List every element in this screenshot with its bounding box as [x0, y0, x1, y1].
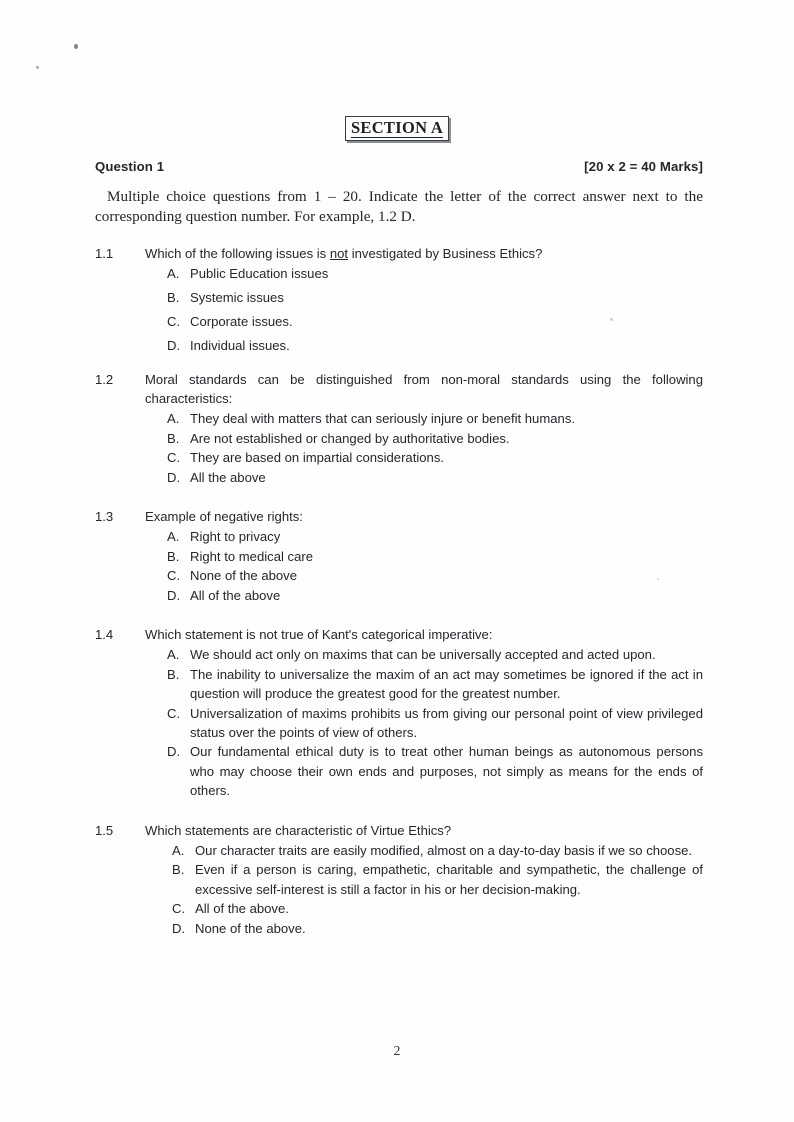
- question-list: [95, 244, 703, 951]
- option-item[interactable]: [167, 312, 703, 331]
- option-letter: C.: [172, 901, 186, 917]
- section-heading-box: [345, 116, 449, 141]
- option-list: [95, 264, 703, 355]
- question-stem-emphasis: not: [329, 246, 349, 261]
- option-item[interactable]: [172, 899, 703, 918]
- question-stem-row: [95, 244, 703, 263]
- option-item[interactable]: [167, 288, 703, 307]
- marks-allocation: [20 x 2 = 40 Marks]: [584, 159, 703, 174]
- option-text: All the above: [190, 469, 266, 485]
- option-letter: D.: [167, 744, 181, 760]
- scan-speck: [36, 66, 39, 69]
- option-text: Systemic issues: [190, 290, 284, 306]
- option-text: Right to medical care: [190, 548, 313, 564]
- option-letter: D.: [167, 338, 181, 354]
- question-stem-part-1: Which of the following issues is: [145, 246, 330, 261]
- option-text: Even if a person is caring, empathetic, charitable and sympathetic, the challenge of excessive self-interest is still a factor in his or her decision-making.: [195, 862, 703, 897]
- option-item[interactable]: [167, 527, 703, 546]
- option-text: They are based on impartial considerations.: [190, 450, 445, 466]
- option-letter: C.: [167, 450, 181, 466]
- option-item[interactable]: [167, 448, 703, 467]
- option-text: Corporate issues.: [190, 314, 293, 330]
- option-text: None of the above: [190, 568, 298, 584]
- option-letter: B.: [172, 862, 185, 878]
- question-number: 1.5: [95, 822, 114, 838]
- option-item[interactable]: [167, 586, 703, 605]
- option-letter: A.: [172, 843, 185, 859]
- question-stem: [145, 244, 703, 263]
- question-item: [95, 507, 703, 605]
- scan-speck: [74, 44, 78, 49]
- question-number: 1.3: [95, 508, 114, 524]
- option-list: [95, 645, 703, 800]
- option-text: Public Education issues: [190, 266, 329, 282]
- option-item[interactable]: [167, 704, 703, 743]
- option-letter: D.: [167, 469, 181, 485]
- option-text: The inability to universalize the maxim of an act may sometimes be ignored if the act in question will produce the greatest good for the greatest number.: [190, 666, 703, 702]
- option-letter: B.: [167, 430, 180, 446]
- option-item[interactable]: [167, 336, 703, 355]
- option-item[interactable]: [167, 665, 703, 704]
- option-text: Our fundamental ethical duty is to treat other human beings as autonomous persons who may choose their own ends and purposes, not simply as means for the ends of others.: [190, 744, 703, 799]
- question-item: [95, 370, 703, 487]
- option-text: Right to privacy: [190, 529, 281, 545]
- section-heading-text: SECTION A: [350, 118, 444, 137]
- option-text: They deal with matters that can seriously injure or benefit humans.: [190, 411, 575, 427]
- option-list: [95, 409, 703, 487]
- option-letter: A.: [167, 529, 180, 545]
- question-number: 1.2: [95, 371, 114, 387]
- question-item: [95, 821, 703, 938]
- question-header-row: [95, 159, 703, 174]
- option-letter: B.: [167, 666, 180, 682]
- option-list: [95, 527, 703, 605]
- option-item[interactable]: [167, 264, 703, 283]
- question-stem-row: [95, 821, 703, 840]
- option-item[interactable]: [167, 566, 703, 585]
- option-letter: B.: [167, 290, 180, 306]
- question-stem: Moral standards can be distinguished from non-moral standards using the following characteristics:: [145, 371, 703, 406]
- option-item[interactable]: [167, 742, 703, 800]
- option-item[interactable]: [172, 860, 703, 899]
- option-text: All of the above: [190, 587, 281, 603]
- question-stem-part-2: investigated by Business Ethics?: [348, 246, 543, 261]
- question-item: [95, 625, 703, 801]
- question-number: 1.4: [95, 627, 114, 642]
- question-stem-row: [95, 625, 703, 644]
- question-stem: Example of negative rights:: [145, 508, 303, 524]
- option-item[interactable]: [172, 841, 703, 860]
- option-item[interactable]: [167, 429, 703, 448]
- page-number: 2: [393, 1043, 401, 1058]
- option-item[interactable]: [167, 547, 703, 566]
- option-letter: D.: [172, 920, 186, 936]
- option-letter: A.: [167, 647, 180, 663]
- section-heading-container: [0, 116, 794, 141]
- option-list: [95, 841, 703, 938]
- option-letter: C.: [167, 705, 181, 721]
- question-number: 1.1: [95, 246, 114, 261]
- option-letter: B.: [167, 548, 180, 564]
- option-item[interactable]: [167, 645, 703, 664]
- option-letter: D.: [167, 587, 181, 603]
- option-letter: C.: [167, 314, 181, 330]
- question-item: [95, 244, 703, 356]
- option-item[interactable]: [167, 468, 703, 487]
- question-label: Question 1: [95, 159, 165, 174]
- option-text: We should act only on maxims that can be universally accepted and acted upon.: [190, 647, 656, 663]
- option-text: None of the above.: [195, 920, 306, 936]
- instructions-paragraph: Multiple choice questions from 1 – 20. Indicate the letter of the correct answer next to the corresponding question number. For example, 1.2 D.: [95, 188, 703, 225]
- option-item[interactable]: [167, 409, 703, 428]
- option-item[interactable]: [172, 919, 703, 938]
- option-text: Our character traits are easily modified, almost on a day-to-day basis if we so choose.: [195, 843, 693, 859]
- option-text: Individual issues.: [190, 338, 290, 354]
- option-text: Are not established or changed by authoritative bodies.: [190, 430, 510, 446]
- option-letter: A.: [167, 411, 180, 427]
- question-stem-row: [95, 507, 703, 526]
- question-stem: Which statements are characteristic of Virtue Ethics?: [145, 822, 452, 838]
- question-stem-row: [95, 370, 703, 409]
- option-text: Universalization of maxims prohibits us from giving our personal point of view privileged status over the points of view of others.: [190, 705, 703, 741]
- option-letter: A.: [167, 266, 180, 282]
- question-stem: Which statement is not true of Kant's categorical imperative:: [145, 627, 493, 642]
- option-letter: C.: [167, 568, 181, 584]
- option-text: All of the above.: [195, 901, 289, 917]
